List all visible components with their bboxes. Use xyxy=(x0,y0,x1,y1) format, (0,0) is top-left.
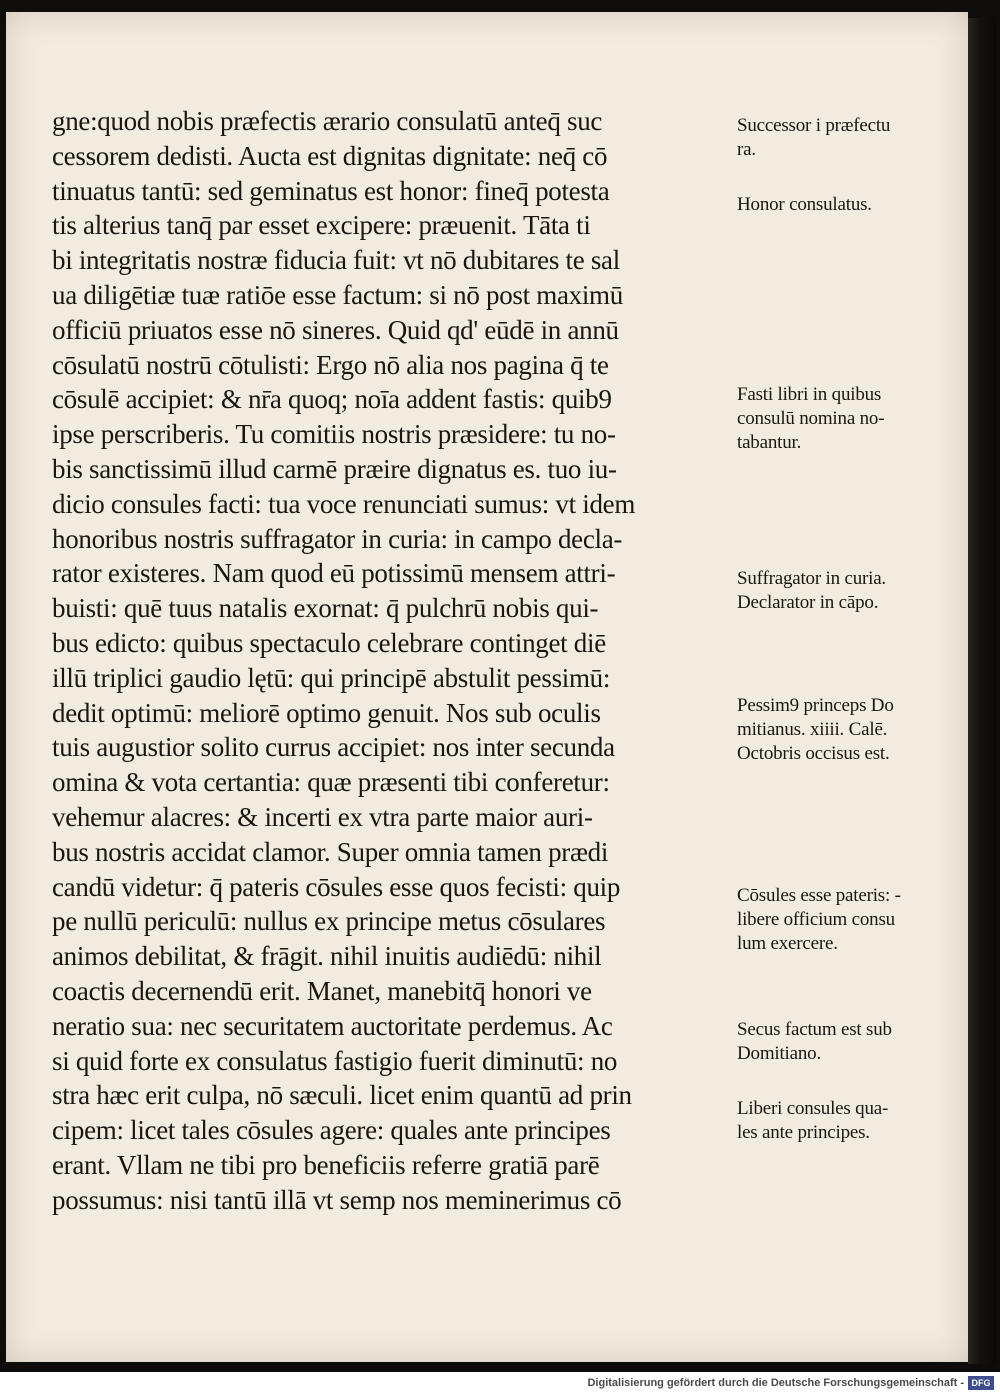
marginal-note-line: tabantur. xyxy=(737,432,802,453)
text-line: ipse perscriberis. Tu comitiis nostris præsidere: tu no- xyxy=(52,419,616,450)
funding-credit: Digitalisierung gefördert durch die Deutsche Forschungsgemeinschaft - xyxy=(587,1377,964,1389)
page-edge xyxy=(968,18,996,1364)
text-line: omina & vota certantia: quæ præsenti tibi conferetur: xyxy=(52,767,610,798)
text-line: tuis augustior solito currus accipiet: nos inter secunda xyxy=(52,732,615,763)
text-line: honoribus nostris suffragator in curia: in campo decla- xyxy=(52,523,623,554)
text-line: gne:quod nobis præfectis ærario consulatū anteq̄ suc xyxy=(52,106,603,136)
main-text-column xyxy=(52,104,732,1218)
dfg-logo: DFG xyxy=(968,1376,994,1390)
text-line: bus nostris accidat clamor. Super omnia tamen prædi xyxy=(52,836,609,867)
marginal-note-8 xyxy=(737,1097,888,1145)
marginal-note-line: Liberi consules qua- xyxy=(737,1098,889,1119)
marginal-note-2 xyxy=(737,193,872,217)
text-line: coactis decernendū erit. Manet, manebitq̄ honori ve xyxy=(52,975,592,1006)
marginal-note-line: Successor i præfectu xyxy=(737,115,891,136)
marginal-note-line: Octobris occisus est. xyxy=(737,743,890,764)
text-line: rator existeres. Nam quod eū potissimū mensem attri- xyxy=(52,558,616,589)
text-line: cōsulatū nostrū cōtulisti: Ergo nō alia nos pagina q̄ te xyxy=(52,349,609,380)
text-line: officiū priuatos esse nō sineres. Quid qd' eūdē in annū xyxy=(52,314,619,345)
marginal-note-line: Secus factum est sub xyxy=(737,1019,892,1040)
marginal-note-3 xyxy=(737,383,884,455)
text-line: cipem: licet tales cōsules agere: quales ante principes xyxy=(52,1115,611,1146)
text-line: ua diligētiæ tuæ ratiōe esse factum: si nō post maximū xyxy=(52,279,623,310)
text-line: possumus: nisi tantū illā vt semp nos meminerimus cō xyxy=(52,1184,622,1215)
marginal-note-line: lum exercere. xyxy=(737,933,838,954)
marginal-note-line: Cōsules esse pateris: - xyxy=(737,885,901,906)
marginal-note-1 xyxy=(737,114,890,162)
text-line: candū videtur: q̄ pateris cōsules esse quos fecisti: quip xyxy=(52,871,621,902)
text-line: bus edicto: quibus spectaculo celebrare continget diē xyxy=(52,627,606,658)
text-line: illū triplici gaudio lętū: qui principē abstulit pessimū: xyxy=(52,662,611,693)
text-line: neratio sua: nec securitatem auctoritate perdemus. Ac xyxy=(52,1010,613,1041)
text-line: bis sanctissimū illud carmē præire dignatus es. tuo iu- xyxy=(52,453,617,484)
text-line: buisti: quē tuus natalis exornat: q̄ pulchrū nobis qui- xyxy=(52,593,599,624)
text-line: vehemur alacres: & incerti ex vtra parte maior auri- xyxy=(52,801,593,832)
text-line: dicio consules facti: tua voce renunciati sumus: vt idem xyxy=(52,488,636,519)
text-line: si quid forte ex consulatus fastigio fuerit diminutū: no xyxy=(52,1045,618,1076)
marginal-note-line: Domitiano. xyxy=(737,1043,822,1064)
marginal-note-line: Pessim9 princeps Do xyxy=(737,695,894,716)
marginal-note-4 xyxy=(737,567,886,615)
text-line: bi integritatis nostræ fiducia fuit: vt nō dubitares te sal xyxy=(52,245,620,276)
text-line: tis alterius tanq̄ par esset excipere: præuenit. Tāta ti xyxy=(52,210,591,241)
marginal-note-line: libere officium consu xyxy=(737,909,895,930)
text-line: tinuatus tantū: sed geminatus est honor: fineq̄ potesta xyxy=(52,175,610,206)
marginal-note-line: les ante principes. xyxy=(737,1122,870,1143)
marginal-note-6 xyxy=(737,884,901,956)
marginal-note-line: consulū nomina no- xyxy=(737,408,885,429)
marginal-note-line: Honor consulatus. xyxy=(737,194,872,215)
marginal-note-7 xyxy=(737,1018,892,1066)
text-line: pe nullū periculū: nullus ex principe metus cōsulares xyxy=(52,906,606,937)
marginal-note-line: ra. xyxy=(737,139,756,160)
text-line: cessorem dedisti. Aucta est dignitas dignitate: neq̄ cō xyxy=(52,140,608,171)
text-line: cōsulē accipiet: & nr̄a quoq; noīa addent fastis: quib9 xyxy=(52,384,612,415)
footer-bar xyxy=(0,1372,1000,1395)
marginal-note-5 xyxy=(737,694,894,766)
marginal-note-line: Suffragator in curia. xyxy=(737,568,886,589)
text-line: erant. Vllam ne tibi pro beneficiis referre gratiā parē xyxy=(52,1149,600,1180)
marginal-note-line: mitianus. xiiii. Calē. xyxy=(737,719,888,740)
marginal-note-line: Fasti libri in quibus xyxy=(737,384,882,405)
text-line: stra hæc erit culpa, nō sæculi. licet enim quantū ad prin xyxy=(52,1080,632,1111)
marginal-note-line: Declarator in cāpo. xyxy=(737,592,879,613)
text-line: dedit optimū: meliorē optimo genuit. Nos sub oculis xyxy=(52,697,601,728)
text-line: animos debilitat, & frāgit. nihil inuitis audiēdū: nihil xyxy=(52,941,602,972)
